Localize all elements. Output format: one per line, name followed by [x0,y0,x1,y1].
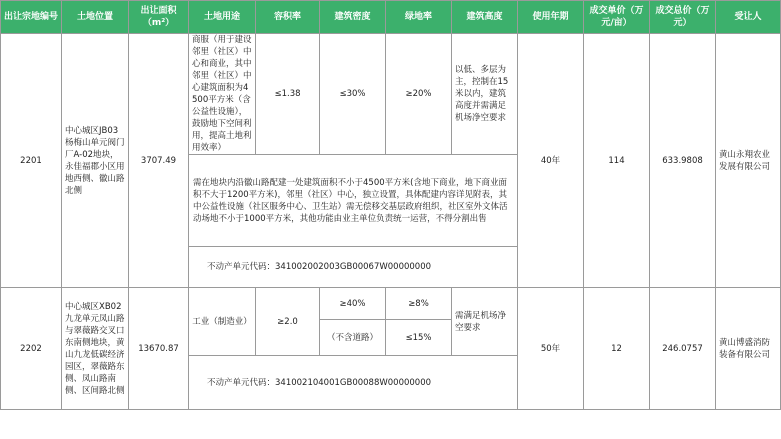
cell-term: 40年 [518,34,584,288]
cell-unit-code: 不动产单元代码：341002002003GB00067W00000000 [189,247,518,288]
cell-location: 中心城区JB03杨梅山单元阀门厂A-02地块，永佳福郡小区用地西侧、徽山路北侧 [62,34,129,288]
cell-unit-price: 114 [584,34,650,288]
cell-green-max: ≤15% [386,320,452,356]
table-row [1,288,781,320]
cell-density: ≥40% [320,288,386,320]
header-row [1,1,781,34]
cell-area: 13670.87 [129,288,189,410]
col-header-unit-price: 成交单价（万元/亩） [584,1,650,34]
cell-density-note: （不含道路） [320,320,386,356]
cell-unit-code: 不动产单元代码：341002104001GB00088W00000000 [189,356,518,410]
cell-id: 2201 [1,34,62,288]
cell-total-price: 246.0757 [650,288,716,410]
cell-unit-price: 12 [584,288,650,410]
cell-far: ≤1.38 [256,34,320,155]
cell-location: 中心城区XB02九龙单元凤山路与翠薇路交叉口东南侧地块，黄山九龙低碳经济园区，翠薇路东侧、凤山路南侧、区间路北侧 [62,288,129,410]
col-header-location: 土地位置 [62,1,129,34]
cell-green: ≥20% [386,34,452,155]
cell-notes: 需在地块内沿徽山路配建一处建筑面积不小于4500平方米(含地下商业，地下商业面积不大于1200平方米)，邻里（社区）中心，独立设置，具体配建内容详见附表，其中公益性设施（社区服务中心、卫生站）需无偿移交基层政府组织，社区室外文体活动场地不小于1000平方米，其他功能由业主单位负责统一运营，不得分割出售 [189,155,518,247]
cell-term: 50年 [518,288,584,410]
cell-total-price: 633.9808 [650,34,716,288]
cell-buyer: 黄山博盛消防装备有限公司 [716,288,781,410]
cell-id: 2202 [1,288,62,410]
cell-height: 以低、多层为主，控制在15米以内，建筑高度并需满足机场净空要求 [452,34,518,155]
cell-height: 需满足机场净空要求 [452,288,518,356]
col-header-buyer: 受让人 [716,1,781,34]
cell-area: 3707.49 [129,34,189,288]
cell-green: ≥8% [386,288,452,320]
table-row [1,34,781,155]
cell-density: ≤30% [320,34,386,155]
cell-buyer: 黄山永翔农业发展有限公司 [716,34,781,288]
cell-use: 工业（制造业） [189,288,256,356]
col-header-density: 建筑密度 [320,1,386,34]
col-header-term: 使用年期 [518,1,584,34]
col-header-id: 出让宗地编号 [1,1,62,34]
col-header-green: 绿地率 [386,1,452,34]
col-header-far: 容积率 [256,1,320,34]
cell-far: ≥2.0 [256,288,320,356]
col-header-total-price: 成交总价（万元） [650,1,716,34]
col-header-height: 建筑高度 [452,1,518,34]
col-header-use: 土地用途 [189,1,256,34]
cell-use: 商服（用于建设邻里（社区）中心和商业，其中邻里（社区）中心建筑面积为4500平方米（含公益性设施），鼓励地下空间利用，提高土地利用效率） [189,34,256,155]
col-header-area: 出让面积（m²） [129,1,189,34]
